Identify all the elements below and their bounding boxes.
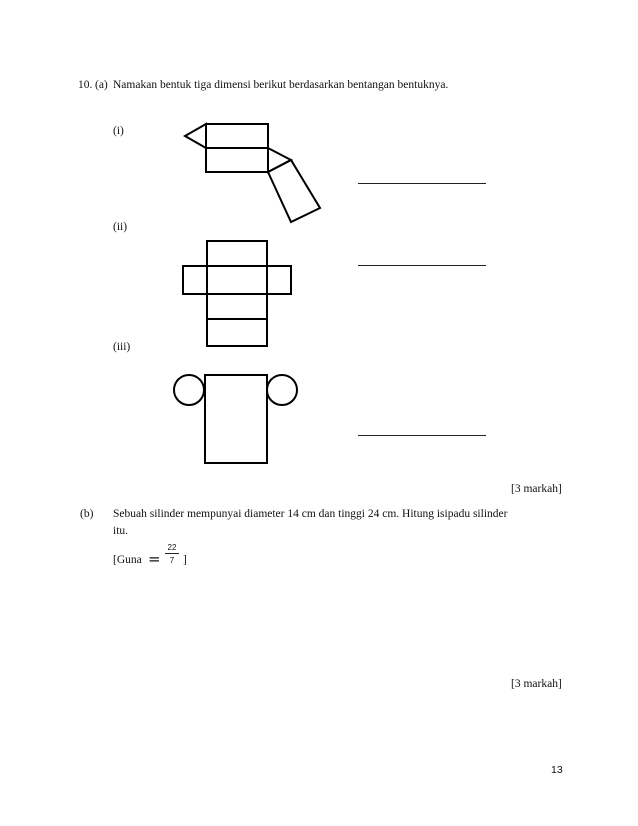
fraction-denominator: 7 [169,556,175,565]
part-b-question-line1: Sebuah silinder mempunyai diameter 14 cm dan tinggi 24 cm. Hitung isipadu silinder [113,508,508,520]
part-a-marks: [3 markah] [511,483,562,495]
cylinder-curved-surface [205,375,267,463]
guna-equals-sign: = [148,550,161,568]
part-b-question-line2: itu. [113,525,129,537]
question-number: 10. [78,79,93,91]
part-b-marks: [3 markah] [511,678,562,690]
fraction-bar [165,553,179,554]
item-label-iii: (iii) [113,341,131,353]
cylinder-base-left [174,375,204,405]
cylinder-base-right [267,375,297,405]
page-number: 13 [551,764,563,776]
fraction-numerator: 22 [167,543,177,552]
guna-close-bracket: ] [183,554,187,566]
part-a-label: (a) [95,79,108,91]
item-label-ii: (ii) [113,221,128,233]
part-b-label: (b) [80,508,94,520]
part-a-instruction: Namakan bentuk tiga dimensi berikut berdasarkan bentangan bentuknya. [113,79,449,91]
guna-label: [Guna [113,554,142,566]
item-label-i: (i) [113,125,124,137]
